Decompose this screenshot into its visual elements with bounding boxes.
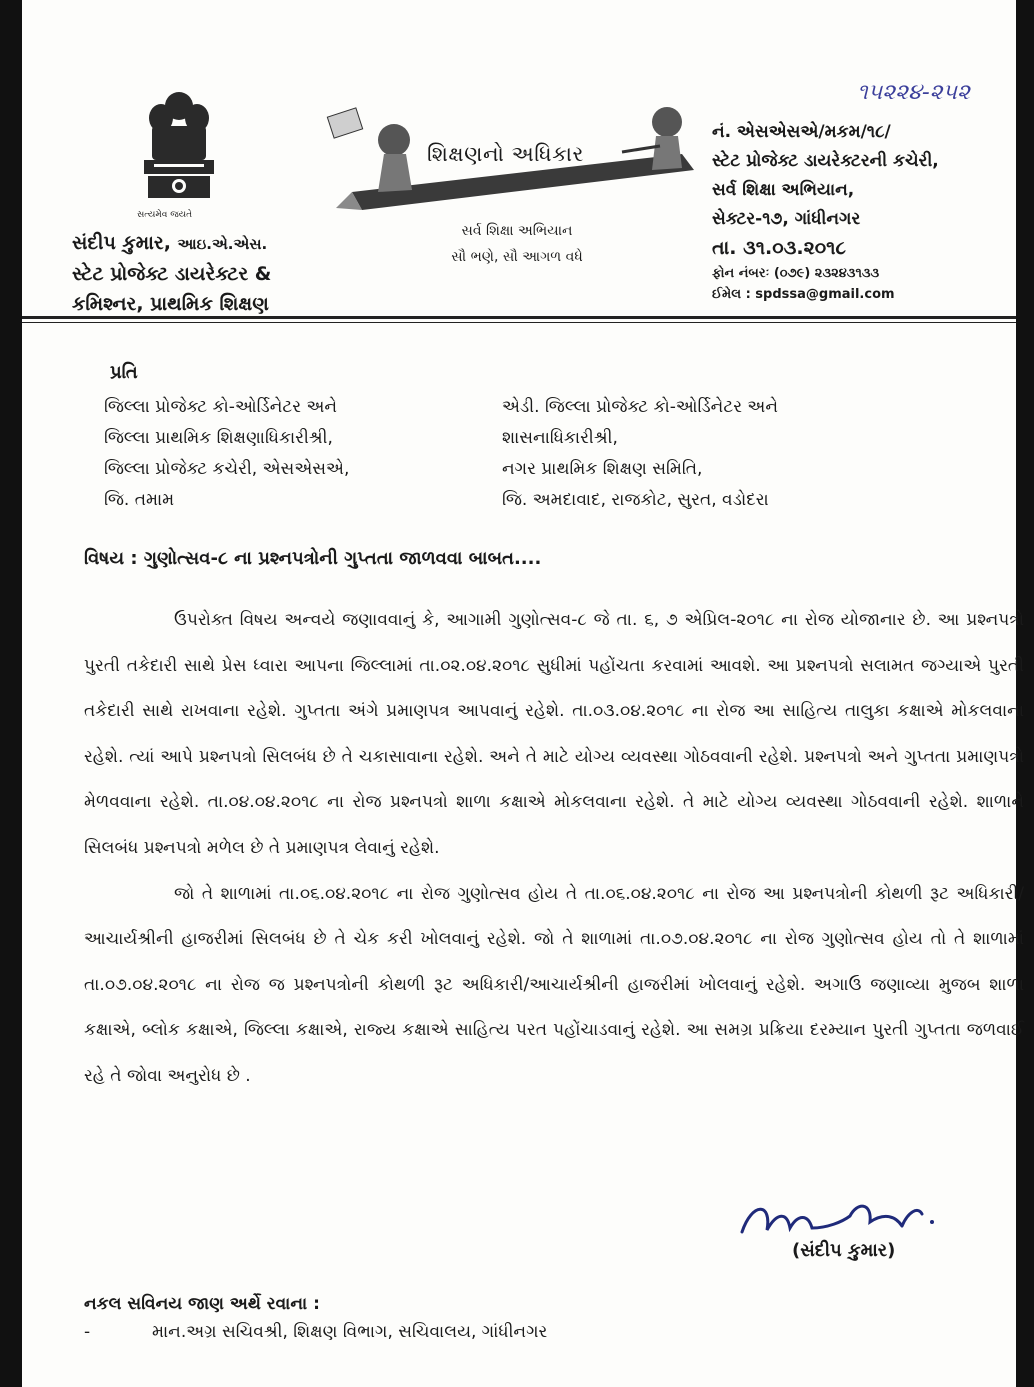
office-line-3: સેક્ટર-૧૭, ગાંધીનગર: [712, 209, 861, 229]
subject-line: વિષય : ગુણોત્સવ-૮ ના પ્રશ્નપત્રોની ગુપ્તતા જાળવવા બાબત....: [84, 548, 542, 569]
logo-subtitle-1: સર્વ શિક્ષા અભિયાન: [461, 223, 573, 239]
to-heading: પ્રતિ: [110, 362, 138, 383]
office-block: [712, 118, 939, 305]
office-email: ઈમેલ : spdssa@gmail.com: [712, 287, 895, 302]
header-divider: [22, 316, 1016, 319]
addressee-left-line: જિલ્લા પ્રાથમિક શિક્ષણાધિકારીશ્રી,: [104, 428, 333, 448]
addressee-right: [502, 392, 778, 516]
letter-body: [84, 598, 1024, 1100]
national-emblem-icon: [134, 88, 224, 208]
addressee-right-line: જિ. અમદાવાદ, રાજકોટ, સુરત, વડોદરા: [502, 490, 769, 510]
header-divider-thin: [22, 322, 1016, 323]
sender-name: સંદીપ કુમાર,: [72, 232, 171, 254]
sender-service: આઇ.એ.એસ.: [177, 235, 268, 253]
addressee-left-line: જિલ્લા પ્રોજેક્ટ કો-ઓર્ડિનેટર અને: [104, 397, 338, 417]
sender-designation-1: સ્ટેટ પ્રોજેક્ટ ડાયરેક્ટર &: [72, 263, 272, 285]
logo-title: શિક્ષણનો અધિકાર: [427, 142, 584, 166]
office-line-2: સર્વ શિક્ષા અભિયાન,: [712, 180, 855, 200]
addressee-right-line: નગર પ્રાથમિક શિક્ષણ સમિતિ,: [502, 459, 703, 479]
copy-to-heading: નકલ સવિનય જાણ અર્થે રવાના :: [84, 1294, 320, 1314]
body-paragraph-2: જો તે શાળામાં તા.૦૬.૦૪.૨૦૧૮ ના રોજ ગુણોત્સવ હોય તે તા.૦૬.૦૪.૨૦૧૮ ના રોજ આ પ્રશ્નપત્રોની કોથળી રૂટ અધિકારી/આચાર્યશ્રીની હાજરીમાં સિલબંધ છે તે ચેક કરી ખોલવાનું રહેશે. જો તે શાળામાં તા.૦૭.૦૪.૨૦૧૮ ના રોજ ગુણોત્સવ હોય તો તે શાળામાં તા.૦૭.૦૪.૨૦૧૮ ના રોજ જ પ્રશ્નપત્રોની કોથળી રૂટ અધિકારી/આચાર્યશ્રીની હાજરીમાં ખોલવાનું રહેશે. અગાઉ જણાવ્યા મુજબ શાળા કક્ષાએ, બ્લોક કક્ષાએ, જિલ્લા કક્ષાએ, રાજ્ય કક્ષાએ સાહિત્ય પરત પહોંચાડવાનું રહેશે. આ સમગ્ર પ્રક્રિયા દરમ્યાન પુરતી ગુપ્તતા જળવાઈ રહે તે જોવા અનુરોધ છે .: [84, 883, 1024, 1086]
office-phone: ફોન નંબરઃ (૦૭૯) ૨૩૨૪૩૧૩૩: [712, 266, 880, 281]
letter-page: [22, 0, 1024, 1387]
addressee-right-line: શાસનાધિકારીશ્રી,: [502, 428, 618, 448]
scan-border-left: [0, 0, 22, 1387]
sender-designation-2: કમિશ્નર, પ્રાથમિક શિક્ષણ: [72, 293, 269, 315]
addressee-left-line: જિલ્લા પ્રોજેક્ટ કચેરી, એસએસએ,: [104, 459, 350, 479]
letter-date: તા. ૩૧.૦૩.૨૦૧૮: [712, 237, 846, 259]
office-ref: નં. એસએસએ/મકમ/૧૮/: [712, 122, 891, 142]
office-line-1: સ્ટેટ પ્રોજેક્ટ ડાયરેક્ટરની કચેરી,: [712, 151, 939, 171]
sender-block: [72, 228, 271, 319]
copy-to-bullet: -: [84, 1322, 91, 1342]
logo-subtitle-2: સૌ ભણે, સૌ આગળ વધે: [451, 249, 583, 265]
logo-subtitle: [437, 218, 597, 270]
handwritten-inward-number: ૧૫૨૨૪-૨૫૨: [857, 80, 970, 105]
addressee-left-line: જિ. તમામ: [104, 490, 175, 510]
addressee-left: [104, 392, 349, 516]
copy-to-item: માન.અગ્ર સચિવશ્રી, શિક્ષણ વિભાગ, સચિવાલય, ગાંધીનગર: [152, 1322, 548, 1342]
emblem-motto: સત્યમેવ જયતે: [137, 210, 193, 220]
signatory-name: (સંદીપ કુમાર): [792, 1240, 896, 1261]
body-paragraph-1: ઉપરોક્ત વિષય અન્વયે જણાવવાનું કે, આગામી ગુણોત્સવ-૮ જે તા. ૬, ૭ એપ્રિલ-૨૦૧૮ ના રોજ યોજાનાર છે. આ પ્રશ્નપત્રો પુરતી તકેદારી સાથે પ્રેસ ધ્વારા આપના જિલ્લામાં તા.૦૨.૦૪.૨૦૧૮ સુધીમાં પહોંચતા કરવામાં આવશે. આ પ્રશ્નપત્રો સલામત જગ્યાએ પુરતી તકેદારી સાથે રાખવાના રહેશે. ગુપ્તતા અંગે પ્રમાણપત્ર આપવાનું રહેશે. તા.૦૩.૦૪.૨૦૧૮ ના રોજ આ સાહિત્ય તાલુકા કક્ષાએ મોકલવાના રહેશે. ત્યાં આપે પ્રશ્નપત્રો સિલબંધ છે તે ચકાસાવાના રહેશે. અને તે માટે યોગ્ય વ્યવસ્થા ગોઠવવાની રહેશે. પ્રશ્નપત્રો અને ગુપ્તતા પ્રમાણપત્રો મેળવવાના રહેશે. તા.૦૪.૦૪.૨૦૧૮ ના રોજ પ્રશ્નપત્રો શાળા કક્ષાએ મોકલવાના રહેશે. તે માટે યોગ્ય વ્યવસ્થા ગોઠવવાની રહેશે. શાળાને સિલબંધ પ્રશ્નપત્રો મળેલ છે તે પ્રમાણપત્ર લેવાનું રહેશે.: [84, 610, 1024, 858]
addressee-right-line: એડી. જિલ્લા પ્રોજેક્ટ કો-ઓર્ડિનેટર અને: [502, 397, 779, 417]
